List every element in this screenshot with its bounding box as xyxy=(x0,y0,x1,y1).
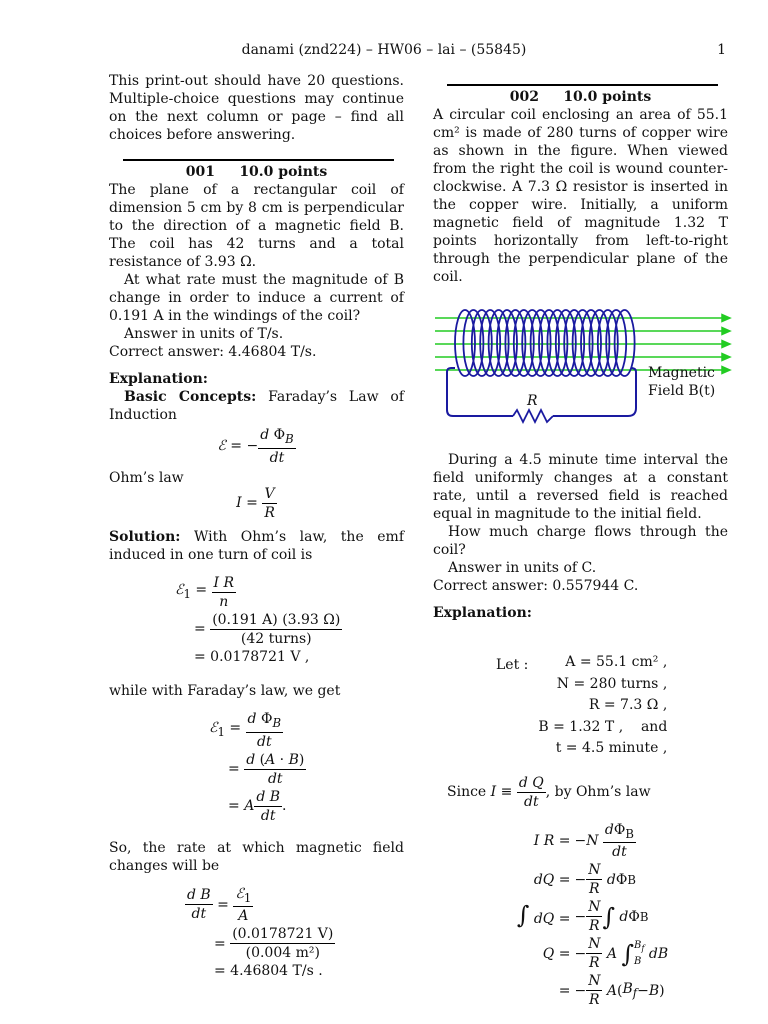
q2-question: How much charge flows through the coil? xyxy=(433,524,728,558)
rate-numerator: (0.0178721 V) xyxy=(232,926,334,943)
q2-explanation-label: Explanation: xyxy=(433,605,532,621)
since-label: Since xyxy=(447,784,487,800)
coil-loops xyxy=(455,310,635,376)
let-R: R = 7.3 Ω , xyxy=(588,697,668,713)
rate-denominator: (0.004 m²) xyxy=(245,945,320,962)
solution-label: Solution: xyxy=(109,528,181,545)
q1-rule xyxy=(123,159,394,161)
rate-result: = 4.46804 T/s . xyxy=(214,963,323,980)
q1-basic-concepts xyxy=(109,388,404,424)
let-t: t = 4.5 minute , xyxy=(555,740,668,756)
header-title: danami (znd224) – HW06 – lai – (55845) xyxy=(241,42,527,58)
rate-derivation: $\frac{\text{d B}}{dt}$ = $\frac{ℰ_1}{A}$ = $\frac{(0.0178721 V)}{\text{(0.004 m²)}}$ = 4.46804 T/s . xyxy=(185,885,404,981)
left-column xyxy=(109,72,404,980)
q2-text2: During a 4.5 minute time interval the field uniformly changes at a constant rate, until a reversed field is reached equal in magnitude to the initial field. xyxy=(433,452,728,522)
coil-figure xyxy=(433,308,728,443)
faraday-derivation: ℰ$_1$ = $\frac{d \Phi_B}{dt}$ = $\frac{d (A \cdot B)}{dt}$ = A $\frac{\text{d B}}{dt}$ . xyxy=(209,710,305,824)
q1-explanation-label: Explanation: xyxy=(109,371,208,387)
basic-concepts-label: Basic Concepts: xyxy=(124,389,257,405)
faraday-text: while with Faraday’s law, we get xyxy=(109,682,341,699)
ohm-tail: , by Ohm’s law xyxy=(545,784,651,800)
q1-units: Answer in units of T/s. xyxy=(124,326,284,342)
intro-text: This print-out should have 20 questions. Multiple-choice questions may continue on the next column or page – find all choices before answering. xyxy=(109,73,404,143)
emf-numerator: (0.191 A) (3.93 Ω) xyxy=(212,611,341,628)
q2-answer: Correct answer: 0.557944 C. xyxy=(433,578,639,594)
let-A: A = 55.1 cm² , xyxy=(565,654,668,670)
let-label: Let : xyxy=(496,657,529,673)
emf-derivation: ℰ$_1$ = $\frac{\text{I R}}{n}$ = $\frac{(0.191 A) (3.93 \Omega)}{\text{(42 turns)}}$ = 0.0178721 V , xyxy=(175,574,404,666)
let-B: B = 1.32 T , and xyxy=(538,718,668,735)
since-equation: Since I ≡ $\frac{\text{d Q}}{dt}$ , by Ohm’s law xyxy=(447,774,651,810)
resistor-label: R xyxy=(527,393,538,409)
q2-units: Answer in units of C. xyxy=(448,560,597,576)
q1-question: At what rate must the magnitude of B change in order to induce a current of 0.191 A in the windings of the coil? xyxy=(109,272,404,324)
right-column xyxy=(433,84,728,1009)
q1-text: The plane of a rectangular coil of dimension 5 cm by 8 cm is perpendicular to the direction of a magnetic field B. The coil has 42 turns and a total resistance of 3.93 Ω. xyxy=(109,182,404,270)
ohm-equation: I = $\frac{V}{R}$ xyxy=(236,485,275,521)
rate-text: So, the rate at which magnetic field changes will be xyxy=(109,839,404,874)
emf-denominator: (42 turns) xyxy=(240,630,312,647)
q1-solution xyxy=(109,528,404,564)
field-label-1: Magnetic xyxy=(648,365,715,381)
solution-text: With Ohm’s law, the emf induced in one turn of coil is xyxy=(109,528,404,563)
let-block xyxy=(496,656,728,760)
faraday-equation: ℰ = − $\frac{d \Phi_B}{dt}$ xyxy=(217,427,294,466)
basic-concepts-text: Faraday’s Law of Induction xyxy=(109,389,404,423)
ohm-label: Ohm’s law xyxy=(109,469,184,486)
q1-answer: Correct answer: 4.46804 T/s. xyxy=(109,344,317,360)
q2-rule xyxy=(447,84,718,86)
emf-result: = 0.0178721 V , xyxy=(194,648,310,665)
field-label-2: Field B(t) xyxy=(648,383,716,399)
page-number: 1 xyxy=(717,42,726,58)
q2-heading: 002 10.0 points xyxy=(509,89,652,105)
charge-derivation: I R = − N $\frac{d\Phi_B}{dt}$ dQ = − $\frac{N}{R}$ d Φ B ∫ dQ = − $\frac{N}{R}$ ∫ d Φ B Q = − $\frac{N}{R}$ A ∫ $B_f$ B dB = − $\frac{N}{R}$ A ( $B_f$ − B ) xyxy=(516,821,669,1009)
let-N: N = 280 turns , xyxy=(556,675,668,692)
q2-text: A circular coil enclosing an area of 55.1 cm² is made of 280 turns of copper wire as shown in the figure. When viewed from the right the coil is wound counter-clockwise. A 7.3 Ω resistor is inserted in the copper wire. Initially, a uniform magnetic field of magnitude 1.32 T points horizontally from left-to-right through the perpendicular plane of the coil. xyxy=(433,107,728,285)
resistor-zigzag xyxy=(513,410,553,422)
q1-heading: 001 10.0 points xyxy=(185,164,328,180)
